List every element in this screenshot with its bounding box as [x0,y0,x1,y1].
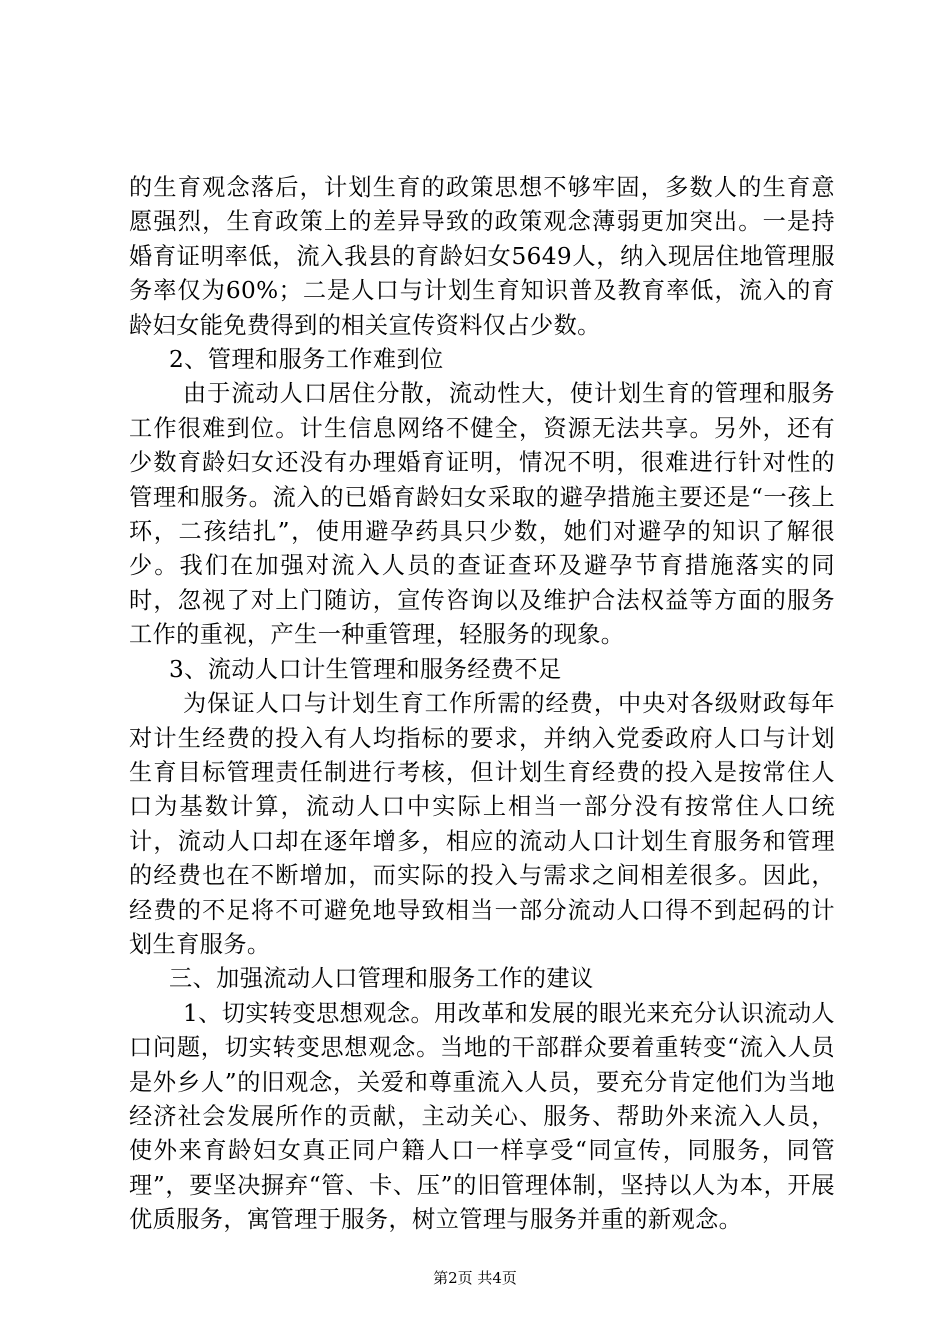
paragraph-funding-shortage: 为保证人口与计划生育工作所需的经费，中央对各级财政每年对计生经费的投入有人均指标的要求，并纳入党委政府人口与计划生育目标管理责任制进行考核，但计划生育经费的投入是按常住人口为基数计算，流动人口中实际上相当一部分没有按常住人口统计，流动人口却在逐年增多，相应的流动人口计划生育服务和管理的经费也在不断增加，而实际的投入与需求之间相差很多。因此，经费的不足将不可避免地导致相当一部分流动人口得不到起码的计划生育服务。 [129,690,835,958]
heading-management-service: 2、管理和服务工作难到位 [169,346,444,374]
page-footer: 第2页 共4页 [433,1269,517,1287]
paragraph-change-concept: 1、切实转变思想观念。用改革和发展的眼光来充分认识流动人口问题，切实转变思想观念。当地的干部群众要着重转变“流入人员是外乡人”的旧观念，关爱和尊重流入人员，要充分肯定他们为当地经济社会发展所作的贡献，主动关心、服务、帮助外来流入人员，使外来育龄妇女真正同户籍人口一样享受“同宣传，同服务，同管理”，要坚决摒弃“管、卡、压”的旧管理体制，坚持以人为本，开展优质服务，寓管理于服务，树立管理与服务并重的新观念。 [129,999,836,1234]
paragraph-birth-concept: 的生育观念落后，计划生育的政策思想不够牢固，多数人的生育意愿强烈，生育政策上的差异导致的政策观念薄弱更加突出。一是持婚育证明率低，流入我县的育龄妇女5649人，纳入现居住地管理服务率仅为60%；二是人口与计划生育知识普及教育率低，流入的育龄妇女能免费得到的相关宣传资料仅占少数。 [129,174,835,339]
paragraph-management-service: 由于流动人口居住分散，流动性大，使计划生育的管理和服务工作很难到位。计生信息网络不健全，资源无法共享。另外，还有少数育龄妇女还没有办理婚育证明，情况不明，很难进行针对性的管理和服务。流入的已婚育龄妇女采取的避孕措施主要还是“一孩上环，二孩结扎”，使用避孕药具只少数，她们对避孕的知识了解很少。我们在加强对流入人员的查证查环及避孕节育措施落实的同时，忽视了对上门随访，宣传咨询以及维护合法权益等方面的服务工作的重视，产生一种重管理，轻服务的现象。 [129,380,835,649]
document-body [129,171,835,1238]
heading-funding-shortage: 3、流动人口计生管理和服务经费不足 [169,655,562,683]
heading-suggestions: 三、加强流动人口管理和服务工作的建议 [169,965,594,993]
